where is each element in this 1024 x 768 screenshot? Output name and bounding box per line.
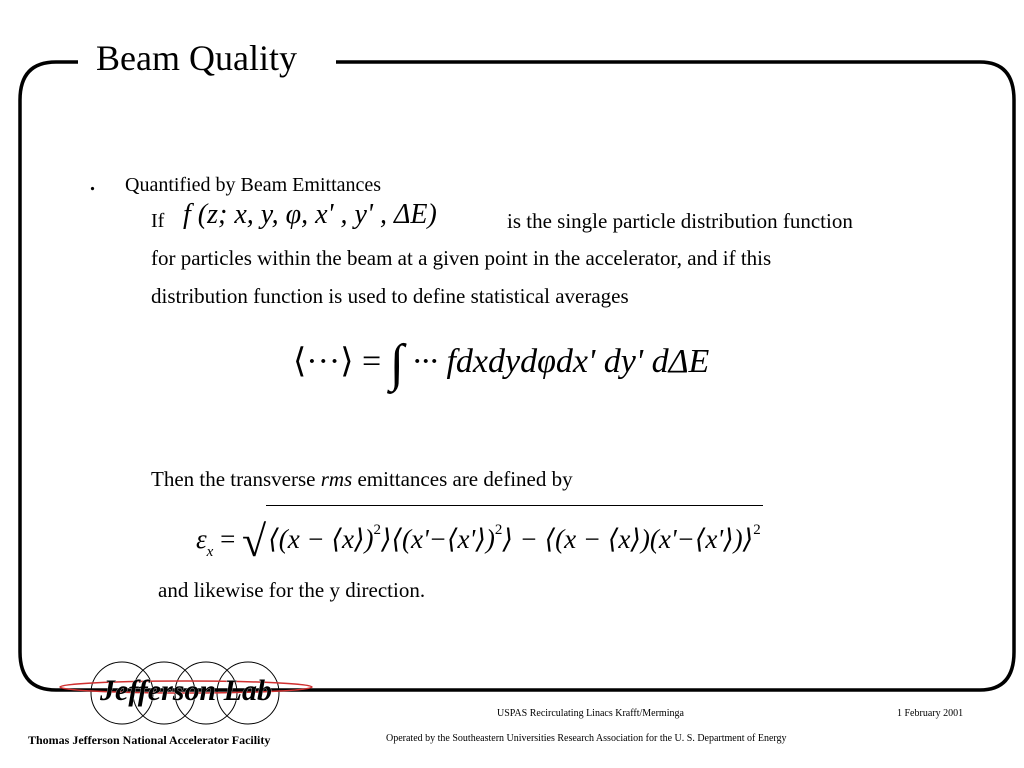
radicand [266,505,763,559]
emittance-term-3: ⟩ − ⟨(x − ⟨x⟩)(x'−⟨x'⟩)⟩ [502,524,754,554]
bullet-text: Quantified by Beam Emittances [125,174,382,196]
emittance-exponent-2: 2 [494,522,503,538]
bullet-marker: . [89,166,96,197]
if-label: If [151,210,165,232]
likewise-line: and likewise for the y direction. [158,578,426,602]
then-suffix: emittances are defined by [352,467,573,491]
paragraph-line-2: for particles within the beam at a given point in the accelerator, and if this [151,246,772,270]
jefferson-lab-logo [58,656,316,732]
average-rhs: ··· fdxdydφdx' dy' dΔE [412,343,710,380]
sqrt-sign-icon: √ [242,517,267,566]
then-prefix: Then the transverse [151,467,321,491]
emittance-symbol: ε [196,524,207,554]
date-label: 1 February 2001 [897,708,964,719]
emittance-term-2: ⟩⟨(x'−⟨x'⟩) [380,524,495,554]
paragraph-line-3: distribution function is used to define statistical averages [151,284,629,308]
then-rms: rms [320,467,353,491]
emittance-equals: = [220,524,236,554]
square-root [242,505,763,570]
paragraph-line-1: is the single particle distribution function [507,209,853,233]
emittance-term-1: ⟨(x − ⟨x⟩) [268,524,374,554]
statistical-average-formula [293,336,709,390]
emittance-exponent-1: 2 [373,522,381,538]
emittance-subscript: x [206,544,214,560]
distribution-function-formula: f (z; x, y, φ, x' , y' , ΔE) [183,199,437,230]
slide-title: Beam Quality [86,36,307,80]
average-lhs: ⟨···⟩ [293,343,354,380]
then-line [151,466,573,492]
operated-by-label: Operated by the Southeastern Universities Research Association for the U. S. Department of Energy [386,733,787,744]
organization-name: Thomas Jefferson National Accelerator Facility [28,733,271,747]
course-label: USPAS Recirculating Linacs Krafft/Merminga [497,708,684,719]
emittance-formula [196,505,763,580]
logo-text: Jefferson Lab [100,674,272,707]
emittance-exponent-3: 2 [753,522,761,538]
integral-sign: ∫ [389,335,404,392]
average-equals: = [362,343,382,380]
